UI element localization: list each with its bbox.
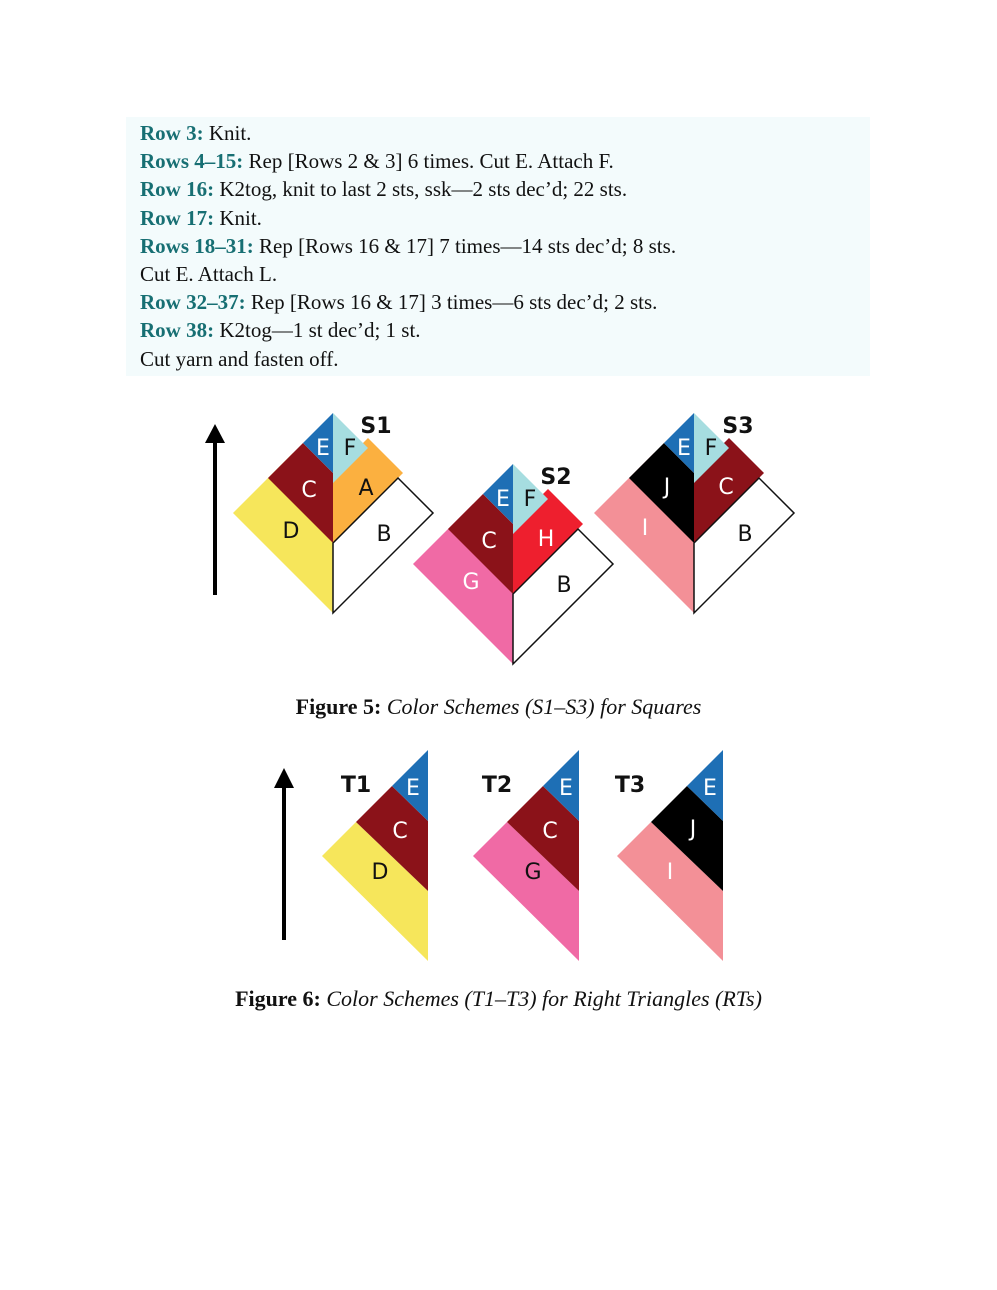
s1-label-b: B xyxy=(376,522,392,547)
t1-label-e: E xyxy=(406,776,420,801)
t3-name: T3 xyxy=(614,773,646,798)
s3-label-i: I xyxy=(641,516,649,541)
figure-5-caption: Figure 5: Color Schemes (S1–S3) for Squares xyxy=(295,694,702,719)
s1-label-e: E xyxy=(316,436,330,461)
instructions-panel xyxy=(126,117,870,376)
t2-name: T2 xyxy=(481,773,513,798)
s2-label-b: B xyxy=(556,573,572,598)
instruction-line: Row 3: Knit. xyxy=(140,121,252,145)
instruction-line: Row 17: Knit. xyxy=(140,205,262,230)
triangle-t2 xyxy=(473,750,579,961)
instruction-line: Row 16: K2tog, knit to last 2 sts, ssk—2 sts dec’d; 22 sts. xyxy=(140,177,628,202)
t3-label-e: E xyxy=(703,776,717,801)
s3-label-b: B xyxy=(737,522,753,547)
t1-label-d: D xyxy=(371,860,389,885)
t1-label-c: C xyxy=(392,819,408,844)
t1-name: T1 xyxy=(340,773,372,798)
t2-label-c: C xyxy=(542,819,558,844)
t3-label-i: I xyxy=(666,860,674,885)
triangle-t3 xyxy=(615,750,723,961)
direction-arrow-icon xyxy=(205,424,225,595)
triangle-t1 xyxy=(322,750,428,961)
s3-label-c: C xyxy=(718,475,734,500)
square-s3 xyxy=(594,413,794,613)
figure-5-diagram xyxy=(0,400,997,675)
s2-name: S2 xyxy=(540,465,572,490)
s1-label-c: C xyxy=(301,478,317,503)
s1-label-a: A xyxy=(358,476,374,501)
instruction-line: Cut E. Attach L. xyxy=(140,262,278,287)
s1-name: S1 xyxy=(360,414,392,439)
instruction-line: Rows 18–31: Rep [Rows 16 & 17] 7 times—14 sts dec’d; 8 sts. xyxy=(140,233,677,258)
s3-label-f: F xyxy=(704,436,718,461)
square-s2 xyxy=(413,464,613,664)
s3-name: S3 xyxy=(722,414,754,439)
s3-label-j: J xyxy=(663,475,671,500)
t2-label-g: G xyxy=(524,860,542,885)
instruction-line: Row 32–37: Rep [Rows 16 & 17] 3 times—6 sts dec’d; 2 sts. xyxy=(140,290,658,315)
s2-label-e: E xyxy=(496,487,510,512)
s2-label-f: F xyxy=(523,487,537,512)
direction-arrow-icon xyxy=(274,768,294,940)
s2-label-c: C xyxy=(481,529,497,554)
instruction-line: Cut yarn and fasten off. xyxy=(140,346,339,371)
instruction-line: Row 38: K2tog—1 st dec’d; 1 st. xyxy=(140,318,421,343)
t3-label-j: J xyxy=(689,817,697,842)
t2-label-e: E xyxy=(559,776,573,801)
s2-label-g: G xyxy=(462,570,480,595)
s3-label-e: E xyxy=(677,436,691,461)
s1-label-f: F xyxy=(343,436,357,461)
s1-label-d: D xyxy=(282,519,300,544)
figure-6-diagram xyxy=(0,745,997,970)
figure-6-caption: Figure 6: Color Schemes (T1–T3) for Right Triangles (RTs) xyxy=(235,986,762,1011)
square-s1 xyxy=(233,413,433,613)
instruction-line: Rows 4–15: Rep [Rows 2 & 3] 6 times. Cut E. Attach F. xyxy=(140,149,614,174)
s2-label-h: H xyxy=(537,527,555,552)
